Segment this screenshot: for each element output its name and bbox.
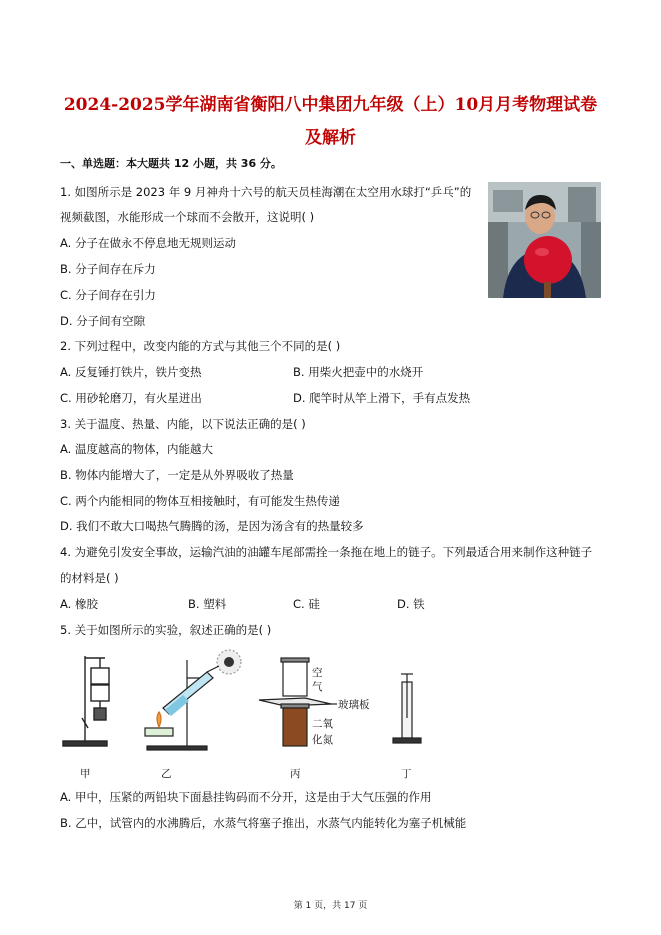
astronaut-photo bbox=[488, 182, 601, 298]
q5-stem: 5. 关于如图所示的实验，叙述正确的是( ) bbox=[60, 623, 272, 637]
q3-option-a: A. 温度越高的物体，内能越大 bbox=[60, 442, 213, 456]
q2-option-c: C. 用砂轮磨刀，有火星迸出 bbox=[60, 391, 202, 405]
q4-stem-line1: 4. 为避免引发安全事故，运输汽油的油罐车尾部需拴一条拖在地上的链子。下列最适合用来制作这种链子 bbox=[60, 545, 593, 559]
page-footer: 第 1 页，共 17 页 bbox=[293, 901, 368, 911]
section-header: 一、单选题：本大题共 12 小题，共 36 分。 bbox=[60, 157, 282, 170]
figure-jia-lead-blocks bbox=[63, 656, 109, 746]
figure-ding-syringe bbox=[393, 674, 421, 743]
q4-option-c: C. 硅 bbox=[293, 597, 320, 611]
q5-option-a: A. 甲中，压紧的两铅块下面悬挂钩码而不分开，这是由于大气压强的作用 bbox=[60, 790, 432, 804]
q1-stem-line2: 视频截图，水能形成一个球而不会散开，这说明( ) bbox=[60, 210, 315, 224]
q1-stem-line1: 1. 如图所示是 2023 年 9 月神舟十六号的航天员桂海潮在太空用水球打“乒乓”的 bbox=[60, 185, 472, 199]
q2-stem: 2. 下列过程中，改变内能的方式与其他三个不同的是( ) bbox=[60, 339, 341, 353]
figure-yi-test-tube bbox=[145, 650, 241, 750]
q2-option-d: D. 爬竿时从竿上滑下，手有点发热 bbox=[293, 391, 471, 405]
q2-option-a: A. 反复锤打铁片，铁片变热 bbox=[60, 365, 202, 379]
q5-option-b: B. 乙中，试管内的水沸腾后，水蒸气将塞子推出，水蒸气内能转化为塞子机械能 bbox=[60, 816, 467, 830]
label-no2-1: 二氧 bbox=[312, 718, 333, 730]
q3-option-c: C. 两个内能相同的物体互相接触时，有可能发生热传递 bbox=[60, 494, 340, 508]
q1-option-b: B. 分子间存在斥力 bbox=[60, 262, 156, 276]
page-title-line2: 及解析 bbox=[305, 128, 356, 148]
label-air-1: 空 bbox=[312, 667, 323, 679]
label-air-2: 气 bbox=[312, 681, 323, 693]
q3-option-b: B. 物体内能增大了，一定是从外界吸收了热量 bbox=[60, 468, 294, 482]
figure-label-bing: 丙 bbox=[290, 768, 301, 780]
q3-stem: 3. 关于温度、热量、内能，以下说法正确的是( ) bbox=[60, 417, 306, 431]
experiment-figures bbox=[55, 648, 485, 778]
q2-option-b: B. 用柴火把壶中的水烧开 bbox=[293, 365, 424, 379]
figure-label-ding: 丁 bbox=[401, 768, 412, 780]
label-no2-2: 化氮 bbox=[312, 734, 333, 746]
q4-option-b: B. 塑料 bbox=[188, 597, 227, 611]
q4-option-d: D. 铁 bbox=[397, 597, 425, 611]
q4-option-a: A. 橡胶 bbox=[60, 597, 98, 611]
q1-option-d: D. 分子间有空隙 bbox=[60, 314, 146, 328]
page-title: 2024-2025学年湖南省衡阳八中集团九年级（上）10月月考物理试卷 bbox=[63, 95, 598, 115]
q3-option-d: D. 我们不敢大口喝热气腾腾的汤，是因为汤含有的热量较多 bbox=[60, 519, 364, 533]
q1-option-c: C. 分子间存在引力 bbox=[60, 288, 156, 302]
figure-label-jia: 甲 bbox=[80, 768, 91, 780]
label-glass-plate: 玻璃板 bbox=[338, 699, 370, 711]
q4-stem-line2: 的材料是( ) bbox=[60, 571, 119, 585]
figure-label-yi: 乙 bbox=[161, 768, 172, 780]
q1-option-a: A. 分子在做永不停息地无规则运动 bbox=[60, 236, 236, 250]
